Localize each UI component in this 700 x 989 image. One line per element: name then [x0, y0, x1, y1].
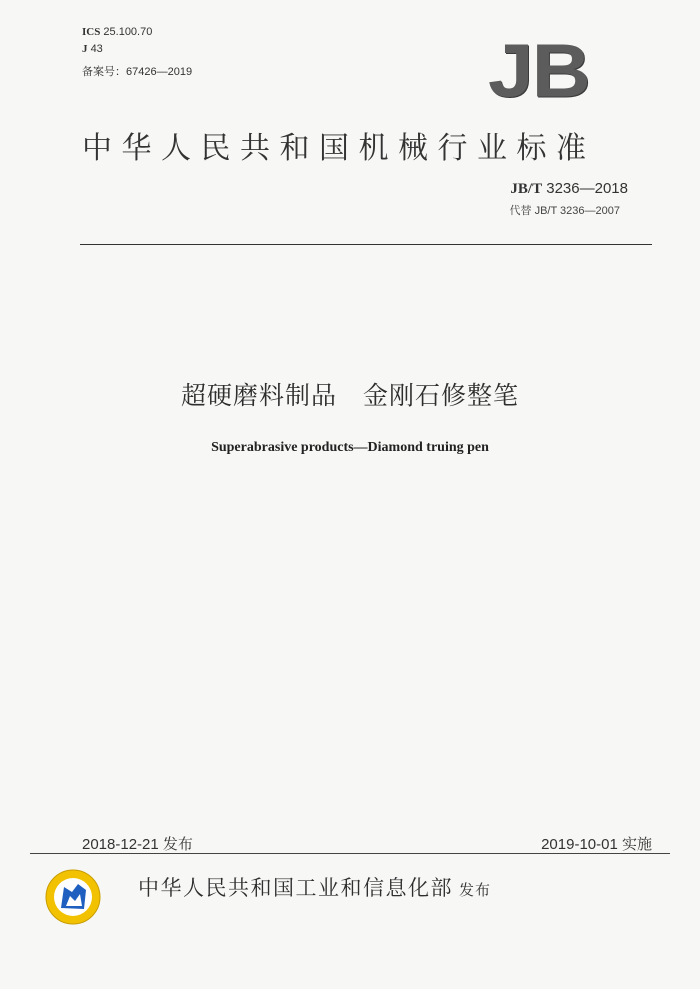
footer-divider — [30, 853, 670, 854]
ics-code — [82, 26, 152, 38]
filing-label: 备案号： — [82, 66, 126, 78]
replaces-code: JB/T 3236—2007 — [534, 205, 620, 217]
implementation-date-value: 2019-10-01 — [541, 836, 618, 853]
document-title-cn: 超硬磨料制品 金刚石修整笔 — [180, 381, 519, 410]
org-title: 中华人民共和国机械行业标准 — [82, 131, 596, 166]
ccs-prefix: J — [82, 43, 88, 55]
filing-value: 67426—2019 — [126, 66, 193, 78]
issue-date-label: 发布 — [162, 836, 193, 853]
standard-prefix: JB/T — [510, 181, 543, 197]
header-divider — [80, 244, 652, 245]
replaces-standard — [510, 202, 620, 218]
issue-date — [82, 833, 193, 854]
issuer-name: 中华人民共和国工业和信息化部 — [138, 876, 453, 900]
jb-logo: JB — [488, 29, 589, 114]
ics-value: 25.100.70 — [103, 26, 153, 38]
implementation-date-label: 实施 — [621, 836, 652, 853]
document-title-en: Superabrasive products—Diamond truing pen — [211, 440, 489, 455]
implementation-date — [541, 833, 652, 854]
ccs-value: 43 — [90, 43, 103, 55]
issuing-authority — [138, 872, 491, 902]
ministry-emblem-icon — [44, 868, 102, 926]
replaces-label: 代替 — [509, 205, 532, 217]
ics-prefix: ICS — [82, 26, 101, 38]
standard-number — [510, 180, 628, 198]
issue-date-value: 2018-12-21 — [82, 836, 159, 853]
ccs-code — [82, 43, 103, 55]
standard-code: 3236—2018 — [546, 180, 628, 197]
filing-number — [82, 63, 192, 79]
issuer-suffix: 发布 — [459, 881, 492, 899]
